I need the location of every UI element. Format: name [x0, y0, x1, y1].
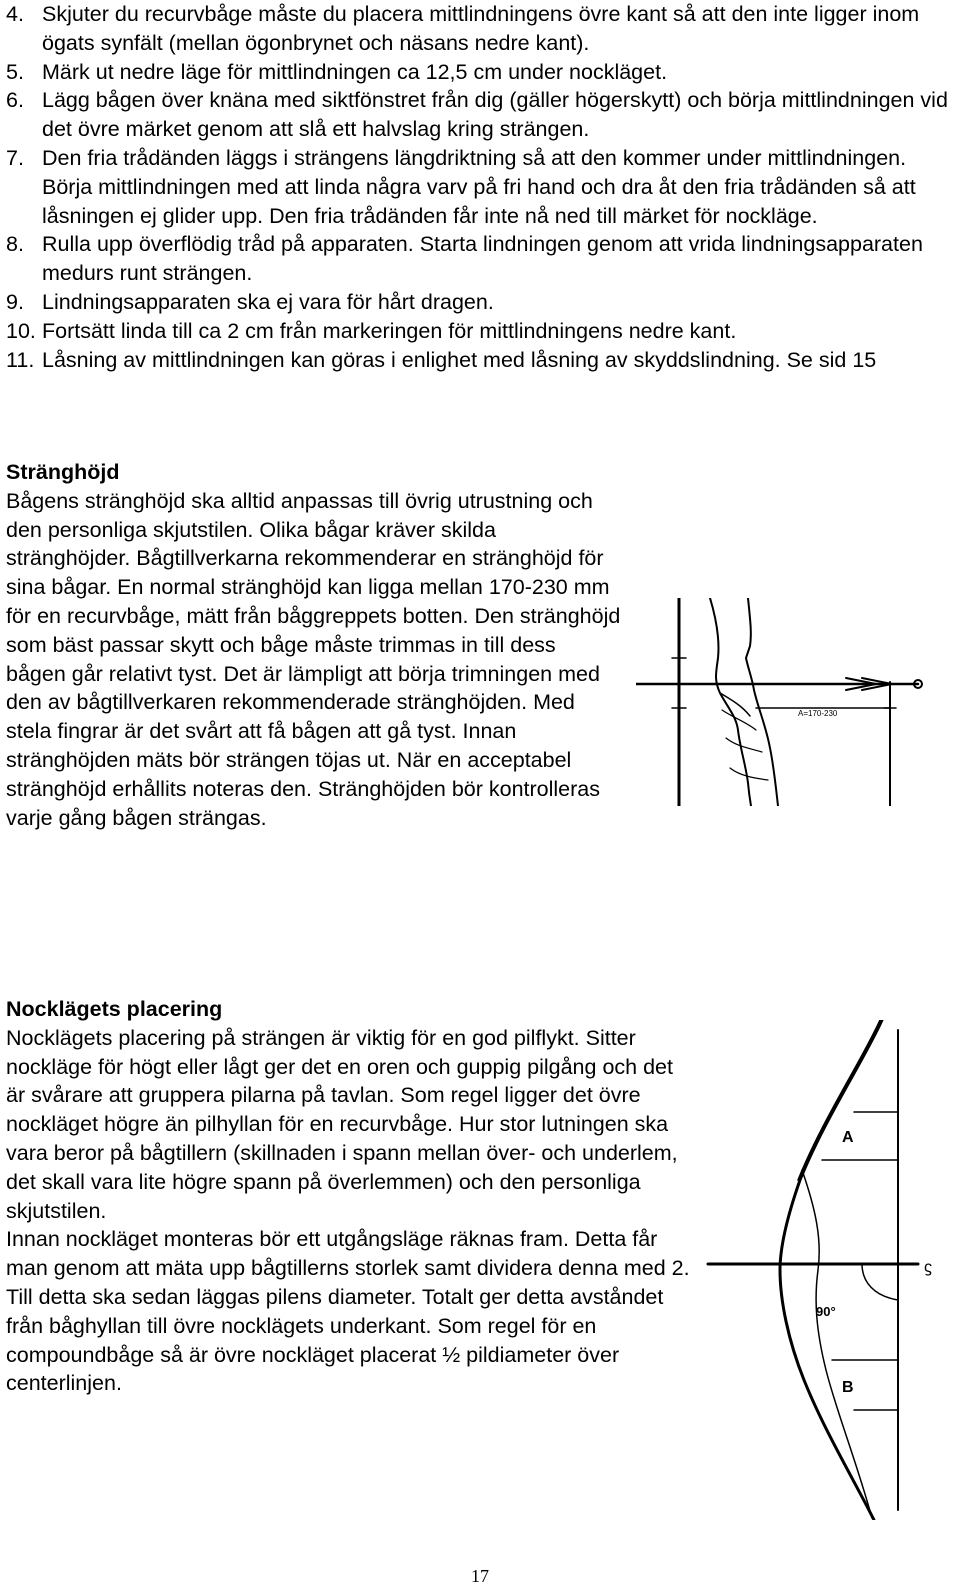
- list-item-text: Skjuter du recurvbåge måste du placera mittlindningens övre kant så att den inte ligger inom ögats synfält (mellan ögonbrynet och näsans nedre kant).: [42, 2, 920, 55]
- list-item-text: Låsning av mittlindningen kan göras i enlighet med låsning av skyddslindning. Se sid 15: [42, 347, 877, 372]
- list-item: [6, 288, 956, 317]
- list-item-number: 11.: [6, 347, 35, 372]
- list-item-number: 10.: [6, 318, 36, 343]
- list-item-number: 5.: [6, 59, 24, 84]
- list-item-text: Lindningsapparaten ska ej vara för hårt dragen.: [42, 289, 494, 314]
- section-nock-placement: [6, 995, 696, 1398]
- section-paragraph: Nocklägets placering på strängen är viktig för en god pilflykt. Sitter nockläge för högt eller lågt ger det en oren och guppig pilgång och det är svårare att gruppera pilarna på tavlan. Som regel ligger det övre nockläget högre än pilhyllan för en recurvbåge. Hur stor lutningen ska vara beror på bågtillern (skillnaden i spann mellan över- och underlem, det skall vara lite högre spann på överlemmen) och den personliga skjutstilen.: [6, 1025, 678, 1223]
- list-item-text: Fortsätt linda till ca 2 cm från markeringen för mittlindningens nedre kant.: [42, 318, 737, 343]
- section-paragraph: Bågens stränghöjd ska alltid anpassas till övrig utrustning och den personliga skjutstilen. Olika bågar kräver skilda stränghöjder. Bågtillverkarna rekommenderar en stränghöjd för sina bågar. En normal stränghöjd kan ligga mellan 170-230 mm för en recurvbåge, mätt från båggreppets botten. Den stränghöjd som bäst passar skytt och båge måste trimmas in till dess bågen går relativt tyst. Det är lämpligt att börja trimningen med den av bågtillverkaren rekommenderade stränghöjden. Med stela fingrar är det svårt att få bågen att gå tyst. Innan stränghöjden mäts bör strängen töjas ut. När en acceptabel stränghöjd erhållits noteras den. Stränghöjden bör kontrolleras varje gång bågen strängas.: [6, 488, 621, 830]
- section-heading: Stränghöjd: [6, 460, 120, 484]
- string-height-label: A=170-230: [798, 709, 838, 718]
- page-number: 17: [471, 1566, 489, 1586]
- list-item-number: 7.: [6, 145, 24, 170]
- section-heading: Nocklägets placering: [6, 997, 223, 1021]
- list-item-text: Rulla upp överflödig tråd på apparaten. Starta lindningen genom att vrida lindningsapparaten medurs runt strängen.: [42, 232, 923, 286]
- bow-riser-illustration: [636, 598, 926, 806]
- bow-string-height-figure: [636, 598, 926, 806]
- list-item: [6, 58, 956, 87]
- measure-a-label: A: [842, 1129, 854, 1146]
- list-item-number: 9.: [6, 289, 24, 314]
- right-angle-label: 90°: [816, 1304, 836, 1319]
- list-item: [6, 0, 956, 58]
- list-item: [6, 317, 956, 346]
- list-item: [6, 144, 956, 230]
- list-item-number: 4.: [6, 2, 24, 26]
- nock-placement-figure: [704, 1020, 944, 1520]
- numbered-instruction-list: [6, 0, 956, 374]
- measure-b-label: B: [842, 1379, 854, 1396]
- recurve-bow-illustration: [704, 1020, 944, 1520]
- list-item: [6, 346, 956, 375]
- section-paragraph: Innan nockläget monteras bör ett utgångsläge räknas fram. Detta får man genom att mäta upp bågtillerns storlek samt dividera denna med 2. Till detta ska sedan läggas pilens diameter. Totalt ger detta avståndet från båghyllan till övre nocklägets underkant. Som regel för en compoundbåge så är övre nockläget placerat ½ pildiameter över centerlinjen.: [6, 1227, 690, 1396]
- list-item: [6, 86, 956, 144]
- list-item-number: 6.: [6, 88, 24, 113]
- list-item-text: Märk ut nedre läge för mittlindningen ca 12,5 cm under nockläget.: [42, 59, 668, 84]
- list-item: [6, 230, 956, 288]
- center-line-label: ϛ: [924, 1259, 932, 1276]
- list-item-number: 8.: [6, 232, 24, 257]
- list-item-text: Den fria trådänden läggs i strängens längdriktning så att den kommer under mittlindningen. Börja mittlindningen med att linda några varv på fri hand och dra åt den fria trådänden så att låsningen ej glider upp. Den fria trådänden får inte nå ned till märket för nockläge.: [42, 145, 916, 228]
- list-item-text: Lägg bågen över knäna med siktfönstret från dig (gäller högerskytt) och börja mittlindningen vid det övre märket genom att slå ett halvslag kring strängen.: [42, 88, 948, 142]
- section-string-height: [6, 458, 621, 832]
